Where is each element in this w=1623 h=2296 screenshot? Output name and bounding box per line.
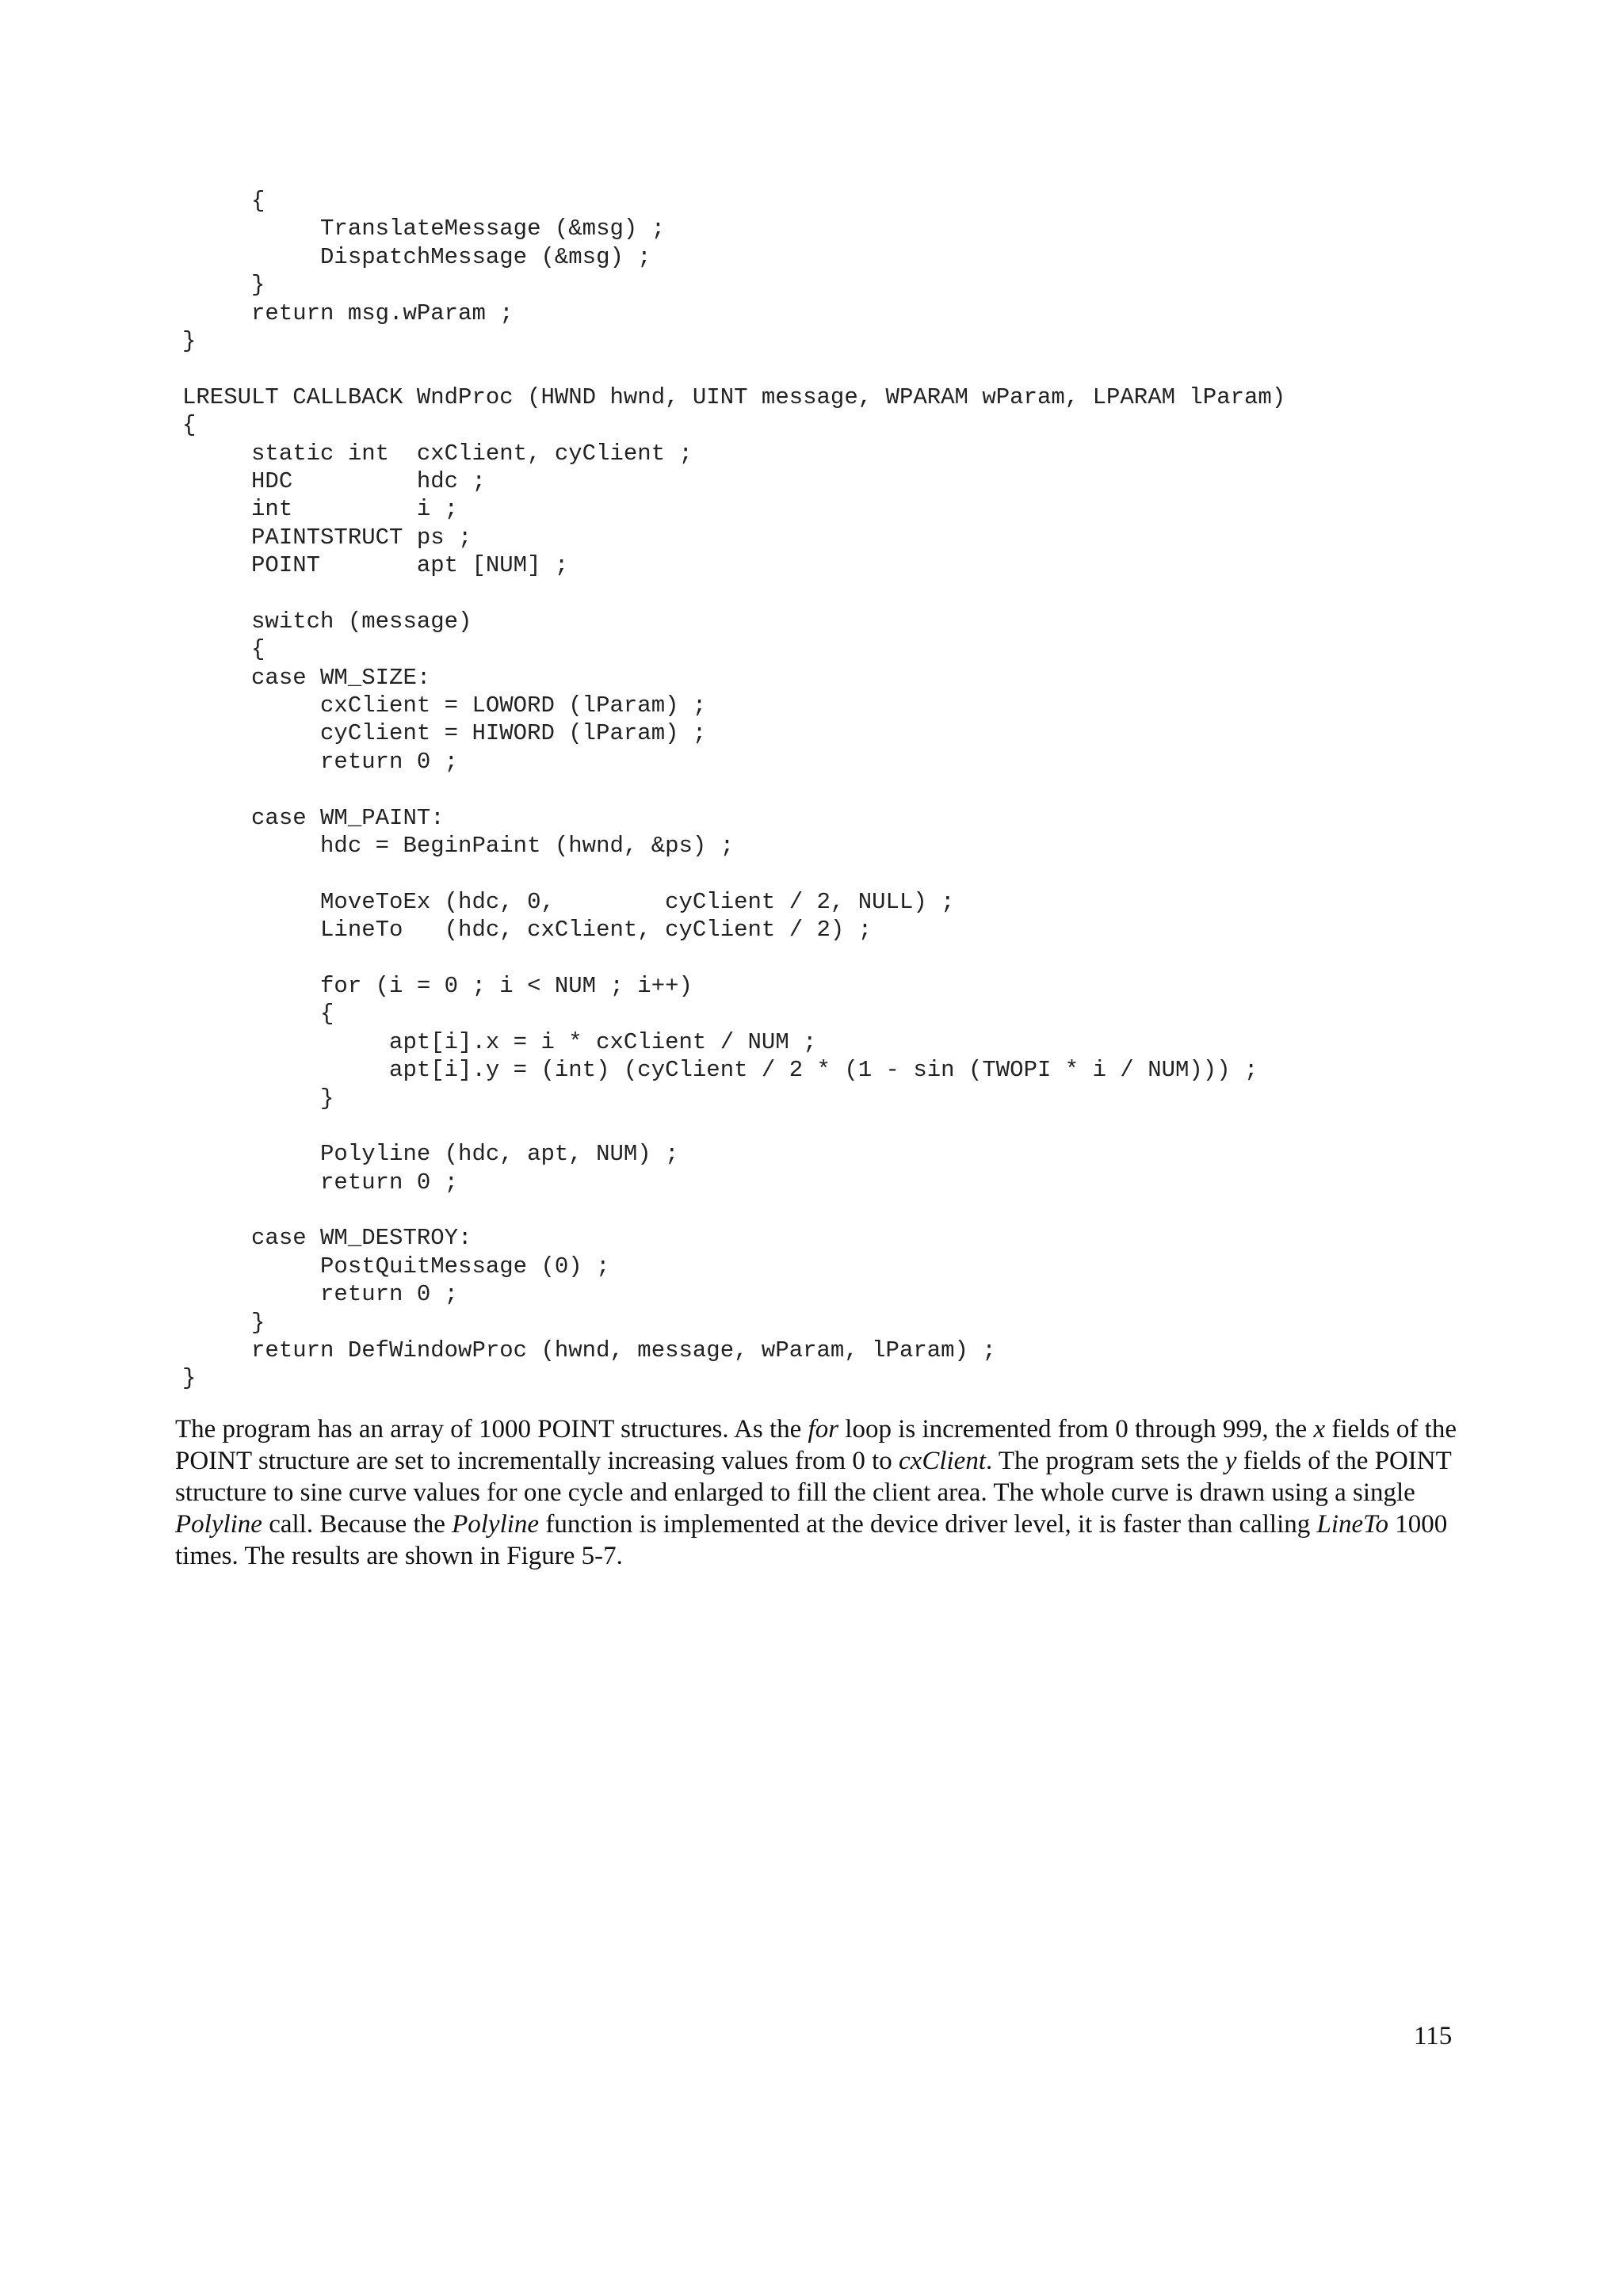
- paragraph-text: . The program sets the: [986, 1447, 1225, 1475]
- code-line: HDC hdc ;: [182, 467, 486, 494]
- code-line: PAINTSTRUCT ps ;: [182, 524, 472, 551]
- paragraph-text: 1000 times. The results are shown in Figure 5-7.: [175, 1510, 1448, 1570]
- code-line: MoveToEx (hdc, 0, cyClient / 2, NULL) ;: [182, 888, 955, 915]
- code-line: {: [182, 412, 197, 439]
- code-line: for (i = 0 ; i < NUM ; i++): [182, 972, 693, 999]
- body-paragraph: [175, 1413, 1463, 1572]
- code-line: [182, 944, 1285, 972]
- paragraph-text: fields of the POINT structure to sine curve values for one cycle and enlarged to fill the client area. The whole curve is drawn using a single: [175, 1447, 1452, 1507]
- paragraph-text: function is implemented at the device driver level, it is faster than calling: [539, 1510, 1317, 1539]
- code-line: }: [182, 1309, 265, 1336]
- code-line: return msg.wParam ;: [182, 299, 514, 326]
- code-line: cxClient = LOWORD (lParam) ;: [182, 692, 707, 719]
- code-line: switch (message): [182, 608, 472, 635]
- paragraph-text: fields of the POINT structure are set to incrementally increasing values from 0 to: [175, 1415, 1457, 1475]
- code-line: case WM_DESTROY:: [182, 1225, 472, 1252]
- code-line: cyClient = HIWORD (lParam) ;: [182, 720, 707, 747]
- code-line: [182, 776, 1285, 803]
- page-number: 115: [1414, 2022, 1453, 2050]
- code-line: [182, 1196, 1285, 1224]
- code-line: {: [182, 188, 265, 214]
- code-line: PostQuitMessage (0) ;: [182, 1253, 610, 1280]
- paragraph-keyword-cxclient: cxClient: [899, 1447, 986, 1475]
- paragraph-text: loop is incremented from 0 through 999, the: [838, 1415, 1314, 1444]
- code-line: apt[i].x = i * cxClient / NUM ;: [182, 1028, 817, 1055]
- paragraph-keyword-polyline: Polyline: [452, 1510, 540, 1539]
- paragraph-keyword-x: x: [1313, 1415, 1326, 1444]
- code-line: }: [182, 1365, 197, 1392]
- code-line: case WM_PAINT:: [182, 804, 445, 831]
- paragraph-keyword-for: for: [808, 1415, 839, 1444]
- code-line: {: [182, 636, 265, 663]
- code-line: Polyline (hdc, apt, NUM) ;: [182, 1141, 679, 1168]
- code-line: }: [182, 272, 265, 299]
- code-line: LRESULT CALLBACK WndProc (HWND hwnd, UINT message, WPARAM wParam, LPARAM lParam): [182, 383, 1286, 410]
- code-line: case WM_SIZE:: [182, 664, 431, 691]
- paragraph-text: call. Because the: [262, 1510, 453, 1539]
- code-line: hdc = BeginPaint (hwnd, &ps) ;: [182, 832, 735, 859]
- code-line: return 0 ;: [182, 1169, 459, 1196]
- code-line: [182, 1112, 1285, 1140]
- code-line: }: [182, 1085, 334, 1112]
- code-line: {: [182, 1001, 334, 1028]
- code-line: LineTo (hdc, cxClient, cyClient / 2) ;: [182, 917, 873, 944]
- code-line: apt[i].y = (int) (cyClient / 2 * (1 - sin (TWOPI * i / NUM))) ;: [182, 1057, 1258, 1084]
- code-line: return 0 ;: [182, 1281, 459, 1308]
- code-line: [182, 579, 1285, 607]
- code-line: static int cxClient, cyClient ;: [182, 440, 693, 467]
- paragraph-keyword-polyline: Polyline: [175, 1510, 262, 1539]
- code-line: [182, 860, 1285, 887]
- code-line: int i ;: [182, 496, 459, 523]
- paragraph-keyword-lineto: LineTo: [1316, 1510, 1389, 1539]
- code-line: TranslateMessage (&msg) ;: [182, 215, 666, 242]
- code-line: POINT apt [NUM] ;: [182, 552, 569, 579]
- code-line: return DefWindowProc (hwnd, message, wParam, lParam) ;: [182, 1337, 996, 1364]
- paragraph-text: The program has an array of 1000 POINT structures. As the: [175, 1415, 808, 1444]
- paragraph-keyword-y: y: [1224, 1447, 1237, 1475]
- code-line: DispatchMessage (&msg) ;: [182, 243, 651, 270]
- code-line: [182, 355, 1285, 383]
- code-line: }: [182, 327, 197, 354]
- code-listing: [182, 187, 1285, 1393]
- code-line: return 0 ;: [182, 748, 459, 775]
